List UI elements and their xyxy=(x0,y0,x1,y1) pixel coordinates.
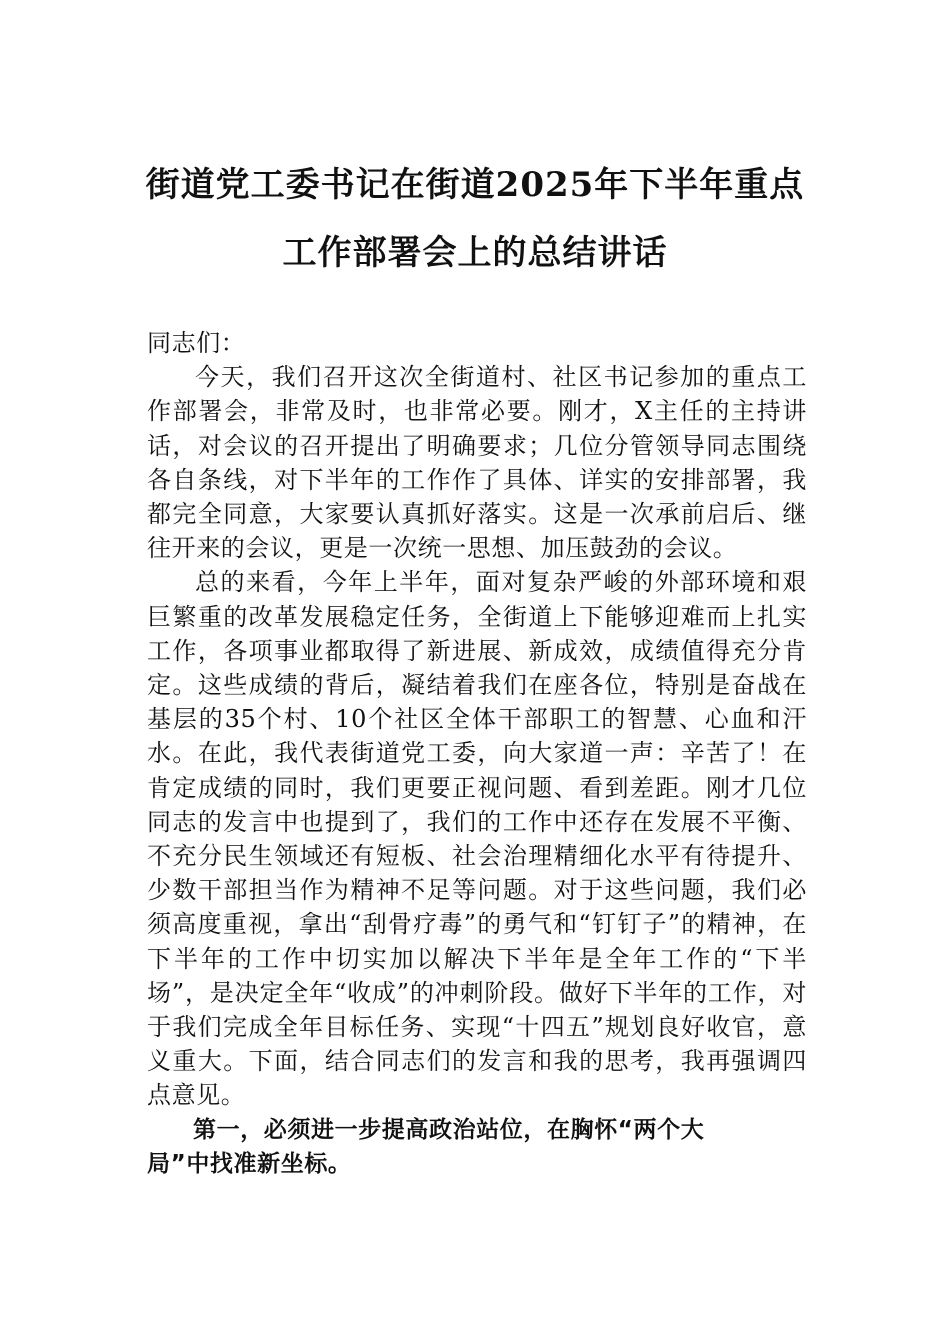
paragraph-summary: 总的来看，今年上半年，面对复杂严峻的外部环境和艰巨繁重的改革发展稳定任务，全街道上下能够迎难而上扎实工作，各项事业都取得了新进展、新成效，成绩值得充分肯定。这些成绩的背后，凝结着我们在座各位，特别是奋战在基层的35个村、10个社区全体干部职工的智慧、心血和汗水。在此，我代表街道党工委，向大家道一声：辛苦了！在肯定成绩的同时，我们更要正视问题、看到差距。刚才几位同志的发言中也提到了，我们的工作中还存在发展不平衡、不充分民生领域还有短板、社会治理精细化水平有待提升、少数干部担当作为精神不足等问题。对于这些问题，我们必须高度重视，拿出“刮骨疗毒”的勇气和“钉钉子”的精神，在下半年的工作中切实加以解决下半年是全年工作的“下半场”，是决定全年“收成”的冲刺阶段。做好下半年的工作，对于我们完成全年目标任务、实现“十四五”规划良好收官，意义重大。下面，结合同志们的发言和我的思考，我再强调四点意见。 xyxy=(147,568,807,1110)
paragraph-opening: 今天，我们召开这次全街道村、社区书记参加的重点工作部署会，非常及时，也非常必要。刚才，X主任的主持讲话，对会议的召开提出了明确要求；几位分管领导同志围绕各自条线，对下半年的工作作了具体、详实的安排部署，我都完全同意，大家要认真抓好落实。这是一次承前启后、继往开来的会议，更是一次统一思想、加压鼓劲的会议。 xyxy=(147,363,807,563)
document-body xyxy=(147,326,807,1181)
document-title-line-2: 工作部署会上的总结讲话 xyxy=(282,233,668,273)
document-title-line-1: 街道党工委书记在街道2025年下半年重点 xyxy=(145,165,805,205)
section-heading-first: 第一，必须进一步提高政治站位，在胸怀“两个大局”中找准新坐标。 xyxy=(147,1116,705,1177)
salutation: 同志们： xyxy=(147,329,246,357)
